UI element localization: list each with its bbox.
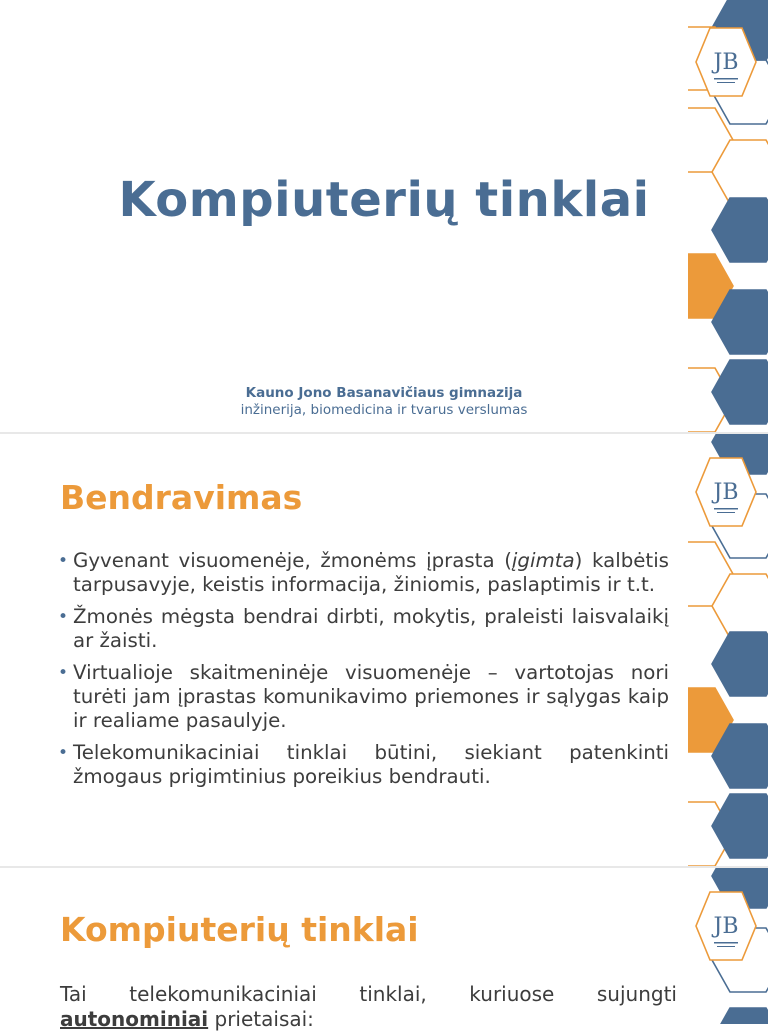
school-name: Kauno Jono Basanavičiaus gimnazija bbox=[245, 385, 523, 401]
bullet-dot-icon: • bbox=[58, 743, 69, 763]
definition-line: Tai telekomunikaciniai tinklai, kuriuose sujungti bbox=[60, 982, 677, 1006]
definition-line: autonominiai prietaisai: bbox=[60, 1007, 314, 1031]
school-logo-icon bbox=[694, 26, 758, 98]
title-slide bbox=[0, 0, 768, 432]
bullet-item: • Gyvenant visuomenėje, žmonėms įprasta (įgimta) kalbėtis tarpusavyje, keistis informacija, žiniomis, paslaptimis ir t.t. bbox=[58, 549, 669, 596]
section-heading-kompiuteriu-tinklai: Kompiuterių tinklai bbox=[60, 910, 419, 949]
slide-title: Kompiuterių tinklai bbox=[118, 172, 650, 228]
school-info bbox=[0, 385, 768, 419]
bullet-list bbox=[58, 549, 669, 797]
bullet-item: • Telekomunikaciniai tinklai būtini, siekiant patenkinti žmogaus prigimtinius poreikius bendrauti. bbox=[58, 741, 669, 788]
bullet-dot-icon: • bbox=[58, 551, 69, 571]
school-tagline: inžinerija, biomedicina ir tvarus verslumas bbox=[240, 402, 528, 418]
bullet-dot-icon: • bbox=[58, 607, 69, 627]
logo-monogram: JB bbox=[713, 480, 739, 505]
bullet-item: • Žmonės mėgsta bendrai dirbti, mokytis, praleisti laisvalaikį ar žaisti. bbox=[58, 605, 669, 652]
school-logo-icon bbox=[694, 890, 758, 962]
bullet-dot-icon: • bbox=[58, 663, 69, 683]
school-logo-icon bbox=[694, 456, 758, 528]
section-heading-bendravimas: Bendravimas bbox=[60, 478, 303, 517]
logo-monogram: JB bbox=[713, 50, 739, 75]
bullet-item: • Virtualioje skaitmeninėje visuomenėje – vartotojas nori turėti jam įprastas komunikavimo priemones ir sąlygas kaip ir realiame pasaulyje. bbox=[58, 661, 669, 732]
logo-monogram: JB bbox=[713, 914, 739, 939]
definition-paragraph bbox=[60, 982, 677, 1032]
